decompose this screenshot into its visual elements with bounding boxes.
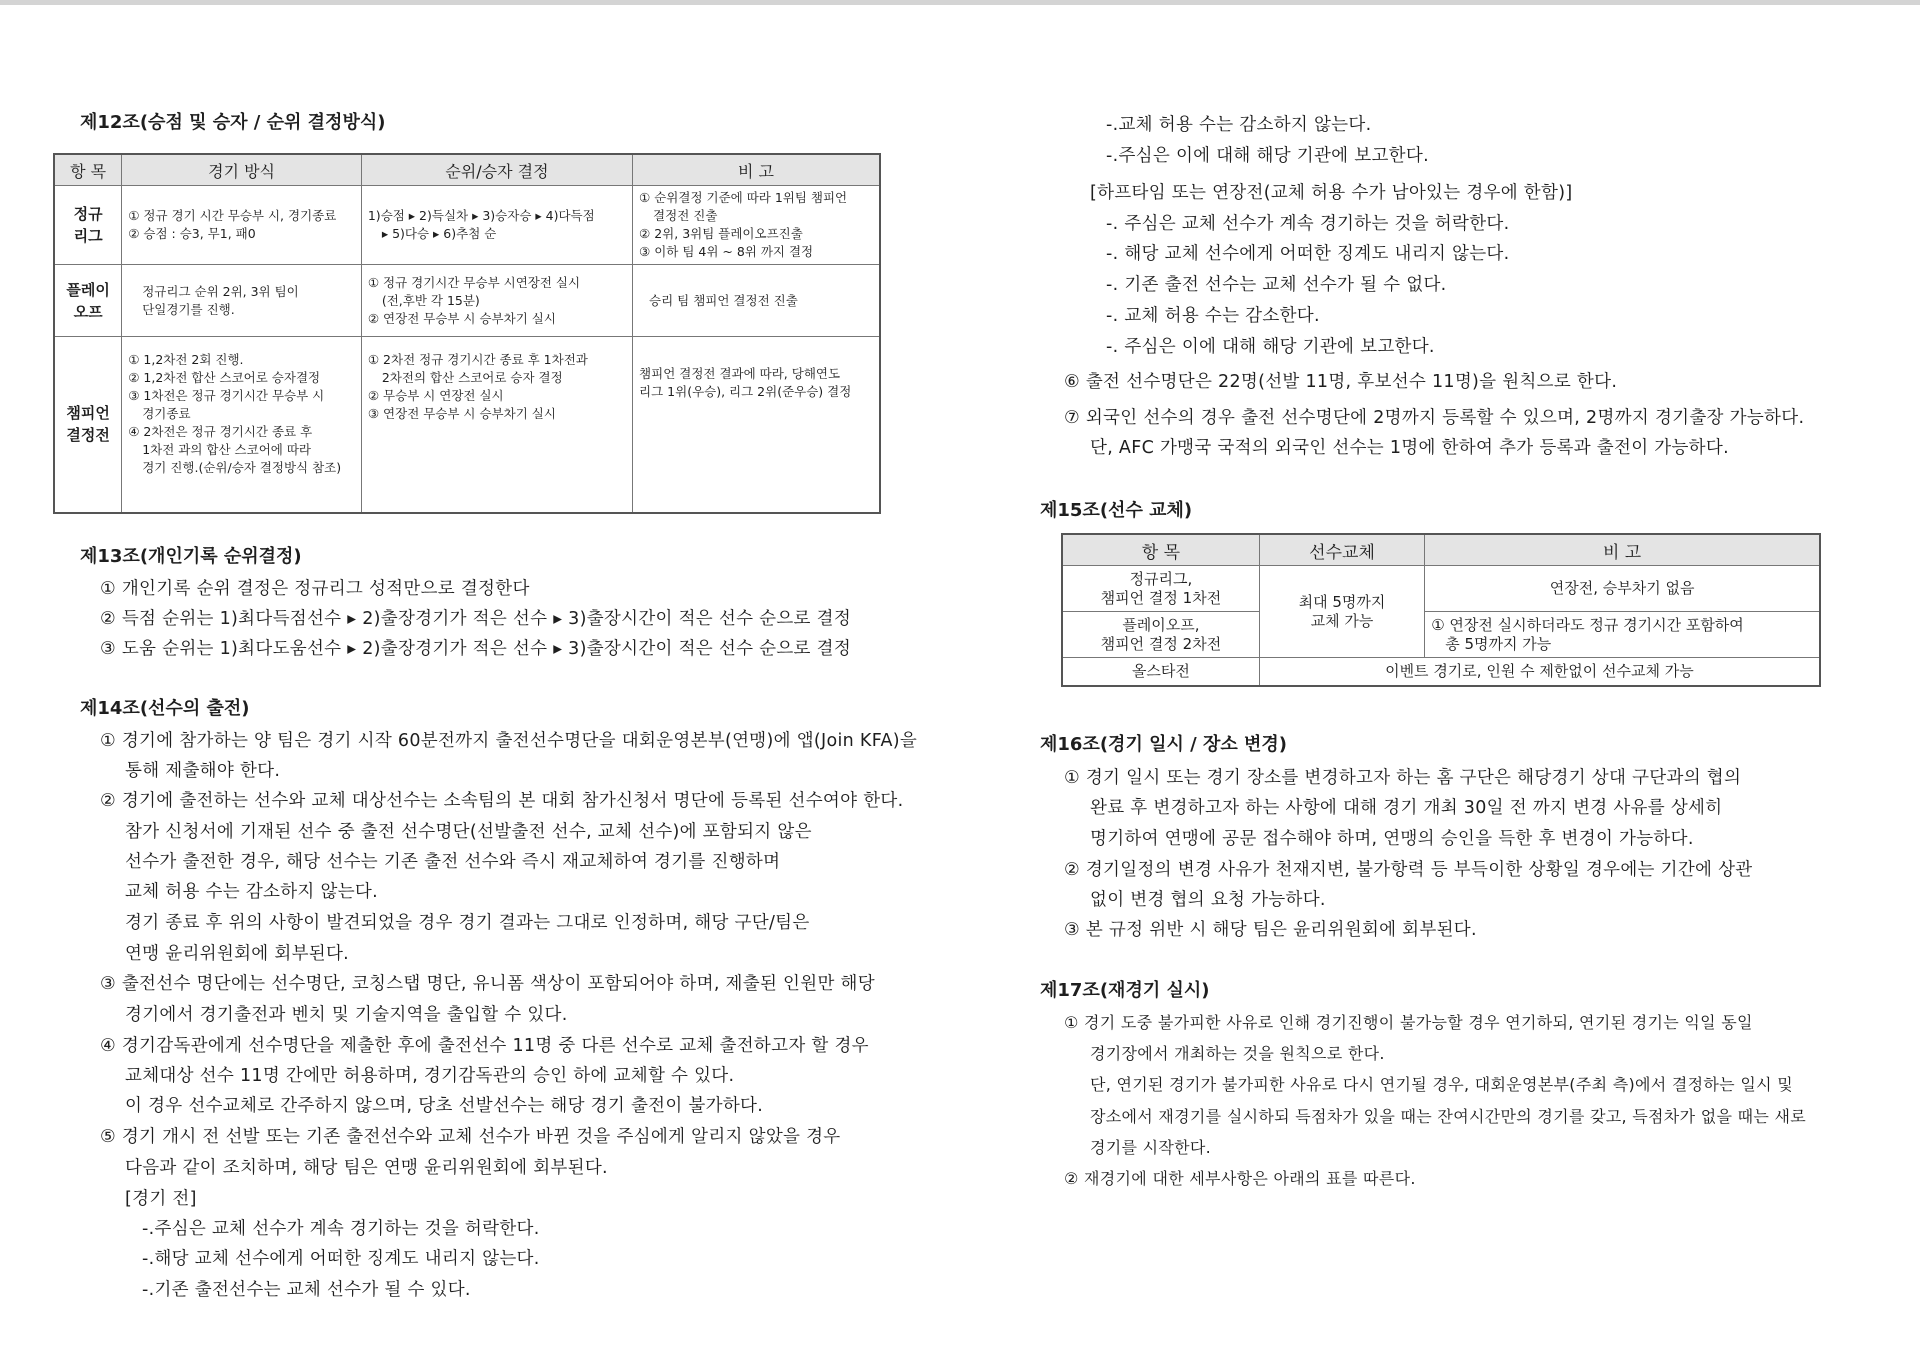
header-substitution: 선수교체 [1259,534,1424,566]
art17-line: ② 재경기에 대한 세부사항은 아래의 표를 따른다. [1064,1169,1416,1188]
art13-line: ③ 도움 순위는 1)최다도움선수 ▸ 2)출장경기가 적은 선수 ▸ 3)출장시간이 적은 선수 순으로 결정 [100,639,852,659]
art17-line: 장소에서 재경기를 실시하되 득점차가 있을 때는 잔여시간만의 경기를 갖고, 득점차가 없을 때는 새로 [1090,1107,1807,1126]
row-note: 챔피언 결정전 결과에 따라, 당해연도 리그 1위(우승), 리그 2위(준우승) 결정 [633,337,880,513]
header-note: 비 고 [633,154,880,186]
header-item: 항 목 [1062,534,1259,566]
art14-cont-line: ⑦ 외국인 선수의 경우 출전 선수명단에 2명까지 등록할 수 있으며, 2명까지 경기출장 가능하다. [1064,408,1805,428]
art14-line: 경기 종료 후 위의 사항이 발견되었을 경우 경기 결과는 그대로 인정하며, 해당 구단/팀은 [125,913,810,933]
row-method: ① 1,2차전 2회 진행. ② 1,2차전 합산 스코어로 승자결정 ③ 1차전은 정규 경기시간 무승부 시 경기종료 ④ 2차전은 정규 경기시간 종료 후 1차전 과의 합산 스코어에 따라 경기 진행.(순위/승자 결정방식 참조) [122,337,362,513]
art17-line: 경기장에서 개최하는 것을 원칙으로 한다. [1090,1044,1385,1063]
art16-line: 없이 변경 협의 요청 가능하다. [1090,890,1326,910]
art14-cont-line: -. 교체 허용 수는 감소한다. [1106,306,1320,326]
row-note: 승리 팀 챔피언 결정전 진출 [633,265,880,337]
article-13-heading: 제13조(개인기록 순위결정) [80,546,302,567]
art17-line: ① 경기 도중 불가피한 사유로 인해 경기진행이 불가능할 경우 연기하되, 연기된 경기는 익일 동일 [1064,1013,1753,1032]
art14-cont-line: ⑥ 출전 선수명단은 22명(선발 11명, 후보선수 11명)을 원칙으로 한다. [1064,372,1618,392]
art17-line: 경기를 시작한다. [1090,1138,1212,1157]
art14-line: [경기 전] [125,1189,197,1209]
row-decision: ① 2차전 정규 경기시간 종료 후 1차전과 2차전의 합산 스코어로 승자 결정 ② 무승부 시 연장전 실시 ③ 연장전 무승부 시 승부차기 실시 [361,337,632,513]
art14-cont-line: -. 기존 출전 선수는 교체 선수가 될 수 없다. [1106,275,1447,295]
header-item: 항 목 [54,154,122,186]
art14-line: ③ 출전선수 명단에는 선수명단, 코칭스탭 명단, 유니폼 색상이 포함되어야 하며, 제출된 인원만 해당 [100,974,875,994]
article-12-heading: 제12조(승점 및 승자 / 순위 결정방식) [80,112,386,133]
row-item: 플레이 오프 [54,265,122,337]
art14-cont-line: -. 해당 교체 선수에게 어떠한 징계도 내리지 않는다. [1106,244,1510,264]
art14-cont-line: -.주심은 이에 대해 해당 기관에 보고한다. [1106,146,1429,166]
art16-line: ① 경기 일시 또는 경기 장소를 변경하고자 하는 홈 구단은 해당경기 상대 구단과의 협의 [1064,768,1742,788]
row-note: ① 순위결정 기준에 따라 1위팀 챔피언 결정전 진출 ② 2위, 3위팀 플레이오프진출 ③ 이하 팀 4위 ~ 8위 까지 결정 [633,186,880,265]
ranking-table [53,153,881,514]
article-16-heading: 제16조(경기 일시 / 장소 변경) [1040,734,1288,755]
ranking-table-header [54,154,880,186]
art16-line: ③ 본 규정 위반 시 해당 팀은 윤리위원회에 회부된다. [1064,920,1477,940]
row-item: 플레이오프, 챔피언 결정 2차전 [1062,612,1259,658]
art14-line: -.해당 교체 선수에게 어떠한 징계도 내리지 않는다. [142,1249,540,1269]
table-row [1062,566,1820,612]
article-15-heading: 제15조(선수 교체) [1040,500,1193,521]
row-item: 올스타전 [1062,658,1259,686]
art13-line: ① 개인기록 순위 결정은 정규리그 성적만으로 결정한다 [100,579,530,599]
art16-line: ② 경기일정의 변경 사유가 천재지변, 불가항력 등 부득이한 상황일 경우에는 기간에 상관 [1064,860,1753,880]
art14-line: ⑤ 경기 개시 전 선발 또는 기존 출전선수와 교체 선수가 바뀐 것을 주심에게 알리지 않았을 경우 [100,1127,841,1147]
art14-line: ① 경기에 참가하는 양 팀은 경기 시작 60분전까지 출전선수명단을 대회운영본부(연맹)에 앱(Join KFA)을 [100,731,918,751]
row-item: 챔피언 결정전 [54,337,122,513]
art14-line: 이 경우 선수교체로 간주하지 않으며, 당초 선발선수는 해당 경기 출전이 불가하다. [125,1096,764,1116]
table-row [54,265,880,337]
header-method: 경기 방식 [122,154,362,186]
table-row [1062,658,1820,686]
article-17-heading: 제17조(재경기 실시) [1040,980,1210,1001]
art14-line: 선수가 출전한 경우, 해당 선수는 기존 출전 선수와 즉시 재교체하여 경기를 진행하며 [125,852,781,872]
art14-line: 다음과 같이 조치하며, 해당 팀은 연맹 윤리위원회에 회부된다. [125,1158,608,1178]
art16-line: 완료 후 변경하고자 하는 사항에 대해 경기 개최 30일 전 까지 변경 사유를 상세히 [1090,798,1723,818]
row-method: ① 정규 경기 시간 무승부 시, 경기종료 ② 승점 : 승3, 무1, 패0 [122,186,362,265]
art17-line: 단, 연기된 경기가 불가피한 사유로 다시 연기될 경우, 대회운영본부(주최 측)에서 결정하는 일시 및 [1090,1075,1793,1094]
row-note: ① 연장전 실시하더라도 정규 경기시간 포함하여 총 5명까지 가능 [1425,612,1820,658]
art14-cont-line: [하프타임 또는 연장전(교체 허용 수가 남아있는 경우에 한함)] [1090,183,1573,203]
table-row [1062,612,1820,658]
art14-line: -.기존 출전선수는 교체 선수가 될 수 있다. [142,1280,471,1300]
art14-cont-line: -. 주심은 교체 선수가 계속 경기하는 것을 허락한다. [1106,214,1510,234]
row-note: 연장전, 승부차기 없음 [1425,566,1820,612]
art14-line: 통해 제출해야 한다. [125,761,281,781]
art14-cont-line: -. 주심은 이에 대해 해당 기관에 보고한다. [1106,337,1435,357]
art14-cont-line: 단, AFC 가맹국 국적의 외국인 선수는 1명에 한하여 추가 등록과 출전이 가능하다. [1090,438,1729,458]
art14-line: 경기에서 경기출전과 벤치 및 기술지역을 출입할 수 있다. [125,1005,568,1025]
table-row [54,186,880,265]
row-decision: ① 정규 경기시간 무승부 시연장전 실시 (전,후반 각 15분) ② 연장전 무승부 시 승부차기 실시 [361,265,632,337]
art14-cont-line: -.교체 허용 수는 감소하지 않는다. [1106,115,1372,135]
header-decision: 순위/승자 결정 [361,154,632,186]
art13-line: ② 득점 순위는 1)최다득점선수 ▸ 2)출장경기가 적은 선수 ▸ 3)출장시간이 적은 선수 순으로 결정 [100,609,852,629]
art14-line: 참가 신청서에 기재된 선수 중 출전 선수명단(선발출전 선수, 교체 선수)에 포함되지 않은 [125,822,812,842]
art14-line: 교체대상 선수 11명 간에만 허용하며, 경기감독관의 승인 하에 교체할 수 있다. [125,1066,735,1086]
substitution-table-header [1062,534,1820,566]
row-decision: 1)승점 ▸ 2)득실차 ▸ 3)승자승 ▸ 4)다득점 ▸ 5)다승 ▸ 6)추첨 순 [361,186,632,265]
art14-line: 연맹 윤리위원회에 회부된다. [125,944,350,964]
row-method: 정규리그 순위 2위, 3위 팀이 단일경기를 진행. [122,265,362,337]
art14-line: ④ 경기감독관에게 선수명단을 제출한 후에 출전선수 11명 중 다른 선수로 교체 출전하고자 할 경우 [100,1036,869,1056]
art14-line: ② 경기에 출전하는 선수와 교체 대상선수는 소속팀의 본 대회 참가신청서 명단에 등록된 선수여야 한다. [100,791,904,811]
row-item: 정규 리그 [54,186,122,265]
substitution-table [1061,533,1821,687]
header-note: 비 고 [1425,534,1820,566]
row-item: 정규리그, 챔피언 결정 1차전 [1062,566,1259,612]
art14-line: -.주심은 교체 선수가 계속 경기하는 것을 허락한다. [142,1219,540,1239]
scan-top-border [0,0,1920,5]
art14-line: 교체 허용 수는 감소하지 않는다. [125,882,378,902]
art16-line: 명기하여 연맹에 공문 접수해야 하며, 연맹의 승인을 득한 후 변경이 가능하다. [1090,829,1694,849]
table-row [54,337,880,513]
article-14-heading: 제14조(선수의 출전) [80,698,250,719]
row-note: 이벤트 경기로, 인원 수 제한없이 선수교체 가능 [1259,658,1820,686]
substitution-limit: 최대 5명까지 교체 가능 [1259,566,1424,658]
